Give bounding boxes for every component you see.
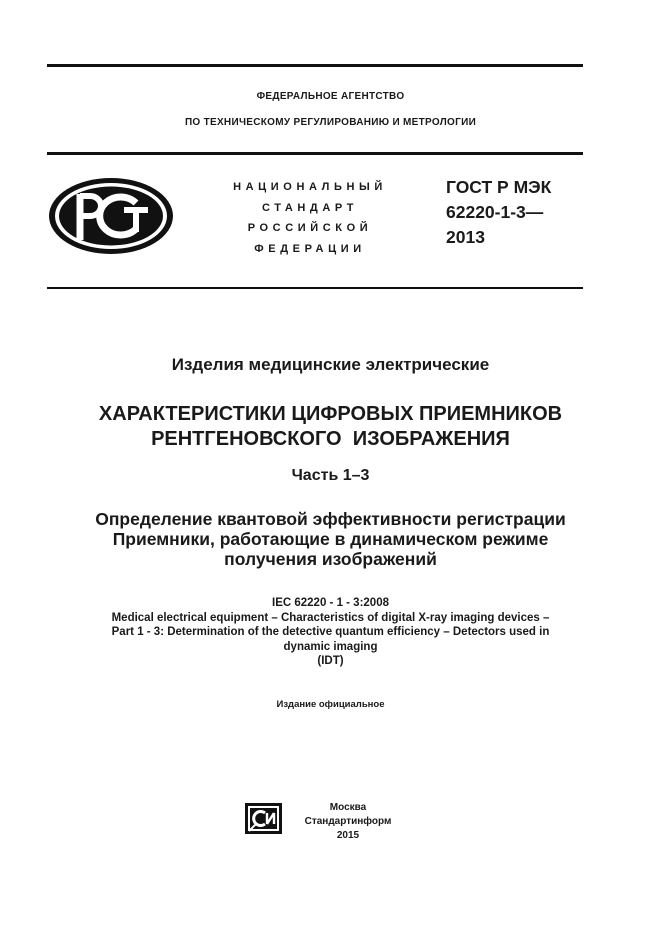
bottom-rule bbox=[47, 287, 583, 289]
part-title-line-1: Определение квантовой эффективности регистрации bbox=[95, 509, 566, 529]
natstd-line-4: ФЕДЕРАЦИИ bbox=[254, 242, 366, 255]
standard-designation bbox=[446, 175, 551, 250]
part-title-line-2: Приемники, работающие в динамическом режиме bbox=[112, 529, 549, 549]
idt-mark: (IDT) bbox=[317, 655, 344, 667]
part-number: Часть 1–3 bbox=[291, 467, 370, 484]
document-subtitle: Изделия медицинские электрические bbox=[171, 355, 490, 374]
top-rule bbox=[47, 64, 583, 67]
publisher-year: 2015 bbox=[336, 830, 360, 841]
middle-rule bbox=[47, 152, 583, 155]
part-title-line-3: получения изображений bbox=[224, 549, 437, 569]
national-standard-block bbox=[212, 177, 408, 259]
english-title-line-1: Medical electrical equipment – Characteristics of digital X-ray imaging devices – bbox=[111, 611, 550, 624]
publisher-block bbox=[293, 801, 403, 843]
designation-line-2: 62220-1-3— bbox=[446, 202, 544, 222]
edition-label: Издание официальное bbox=[276, 699, 385, 710]
natstd-line-3: РОССИЙСКОЙ bbox=[247, 222, 373, 234]
title-line-2: РЕНТГЕНОВСКОГО ИЗОБРАЖЕНИЯ bbox=[151, 428, 510, 450]
title-line-1: ХАРАКТЕРИСТИКИ ЦИФРОВЫХ ПРИЕМНИКОВ bbox=[98, 403, 563, 425]
english-title-line-3: dynamic imaging bbox=[283, 640, 378, 653]
designation-line-1: ГОСТ Р МЭК bbox=[446, 177, 552, 197]
english-reference bbox=[0, 596, 661, 669]
iec-number: IEC 62220 - 1 - 3:2008 bbox=[272, 597, 389, 609]
designation-line-3: 2013 bbox=[446, 227, 485, 247]
document-title bbox=[0, 402, 661, 452]
part-title bbox=[0, 509, 661, 569]
natstd-line-2: СТАНДАРТ bbox=[261, 201, 359, 214]
english-title-line-2: Part 1 - 3: Determination of the detective quantum efficiency – Detectors used in bbox=[111, 626, 550, 638]
natstd-line-1: НАЦИОНАЛЬНЫЙ bbox=[233, 181, 387, 193]
agency-line-2: ПО ТЕХНИЧЕСКОМУ РЕГУЛИРОВАНИЮ И МЕТРОЛОГИИ bbox=[184, 117, 477, 128]
agency-line-1: ФЕДЕРАЛЬНОЕ АГЕНТСТВО bbox=[256, 91, 405, 102]
publisher-city: Москва bbox=[329, 802, 367, 813]
rst-logo-icon bbox=[46, 176, 176, 256]
standartinform-logo-icon bbox=[245, 803, 282, 834]
publisher-name: Стандартинформ bbox=[304, 816, 392, 827]
